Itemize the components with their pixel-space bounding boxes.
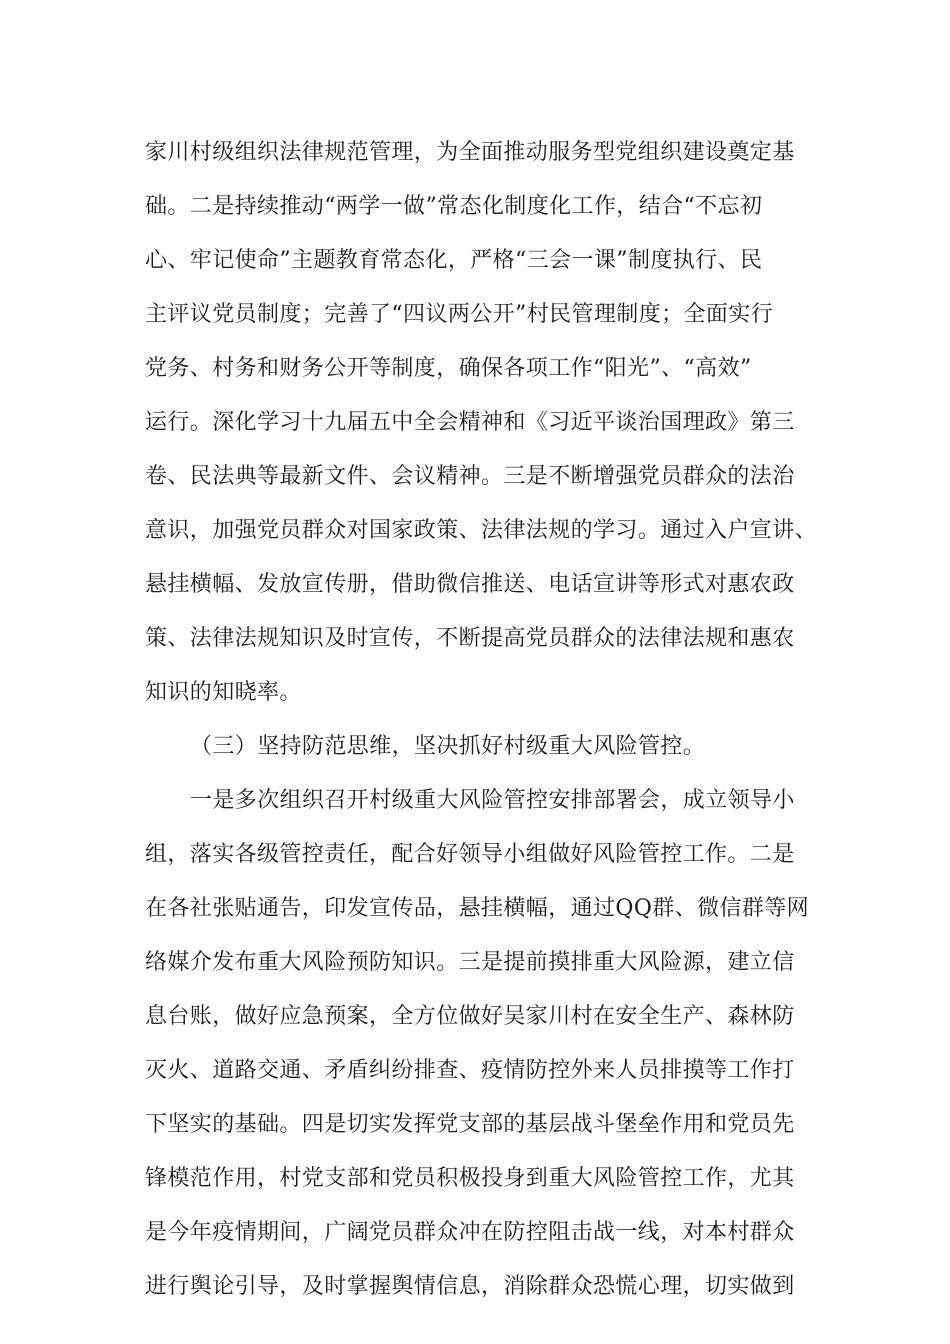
section-heading: （三）坚持防范思维，坚决抓好村级重大风险管控。 — [190, 734, 706, 759]
body-text-line: 悬挂横幅、发放宣传册，借助微信推送、电话宣讲等形式对惠农政 — [145, 572, 795, 597]
body-text-line: 党务、村务和财务公开等制度，确保各项工作“阳光”、“高效” — [145, 356, 752, 381]
body-text-line: 卷、民法典等最新文件、会议精神。三是不断增强党员群众的法治 — [145, 464, 795, 489]
body-text-line: 础。二是持续推动“两学一做”常态化制度化工作，结合“不忘初 — [145, 194, 763, 219]
body-text-line: 家川村级组织法律规范管理，为全面推动服务型党组织建设奠定基 — [145, 140, 795, 165]
body-text-line: 主评议党员制度；完善了“四议两公开”村民管理制度；全面实行 — [145, 302, 774, 327]
body-text-line: 灭火、道路交通、矛盾纠纷排查、疫情防控外来人员排摸等工作打 — [145, 1058, 795, 1083]
body-text-line: 组，落实各级管控责任，配合好领导小组做好风险管控工作。二是 — [145, 842, 795, 867]
body-text-line: 策、法律法规知识及时宣传，不断提高党员群众的法律法规和惠农 — [145, 626, 795, 651]
body-text-line: 锋模范作用，村党支部和党员积极投身到重大风险管控工作，尤其 — [145, 1166, 795, 1191]
body-text-line: 意识，加强党员群众对国家政策、法律法规的学习。通过入户宣讲、 — [145, 518, 818, 543]
body-text-line: 是今年疫情期间，广阔党员群众冲在防控阻击战一线，对本村群众 — [145, 1220, 795, 1245]
body-text-line: 下坚实的基础。四是切实发挥党支部的基层战斗堡垒作用和党员先 — [145, 1112, 795, 1137]
body-text-line: 息台账，做好应急预案，全方位做好吴家川村在安全生产、森林防 — [145, 1004, 795, 1029]
body-text-line: 运行。深化学习十九届五中全会精神和《习近平谈治国理政》第三 — [145, 410, 795, 435]
body-text-line: 知识的知晓率。 — [145, 680, 302, 705]
body-text-line: 在各社张贴通告，印发宣传品，悬挂横幅，通过QQ群、微信群等网 — [145, 896, 810, 921]
body-text-line: 心、牢记使命”主题教育常态化，严格“三会一课”制度执行、民 — [145, 248, 763, 273]
body-text-line: 一是多次组织召开村级重大风险管控安排部署会，成立领导小 — [190, 788, 795, 813]
body-text-line: 络媒介发布重大风险预防知识。三是提前摸排重大风险源，建立信 — [145, 950, 795, 975]
body-text-line: 进行舆论引导，及时掌握舆情信息，消除群众恐慌心理，切实做到 — [145, 1274, 795, 1299]
